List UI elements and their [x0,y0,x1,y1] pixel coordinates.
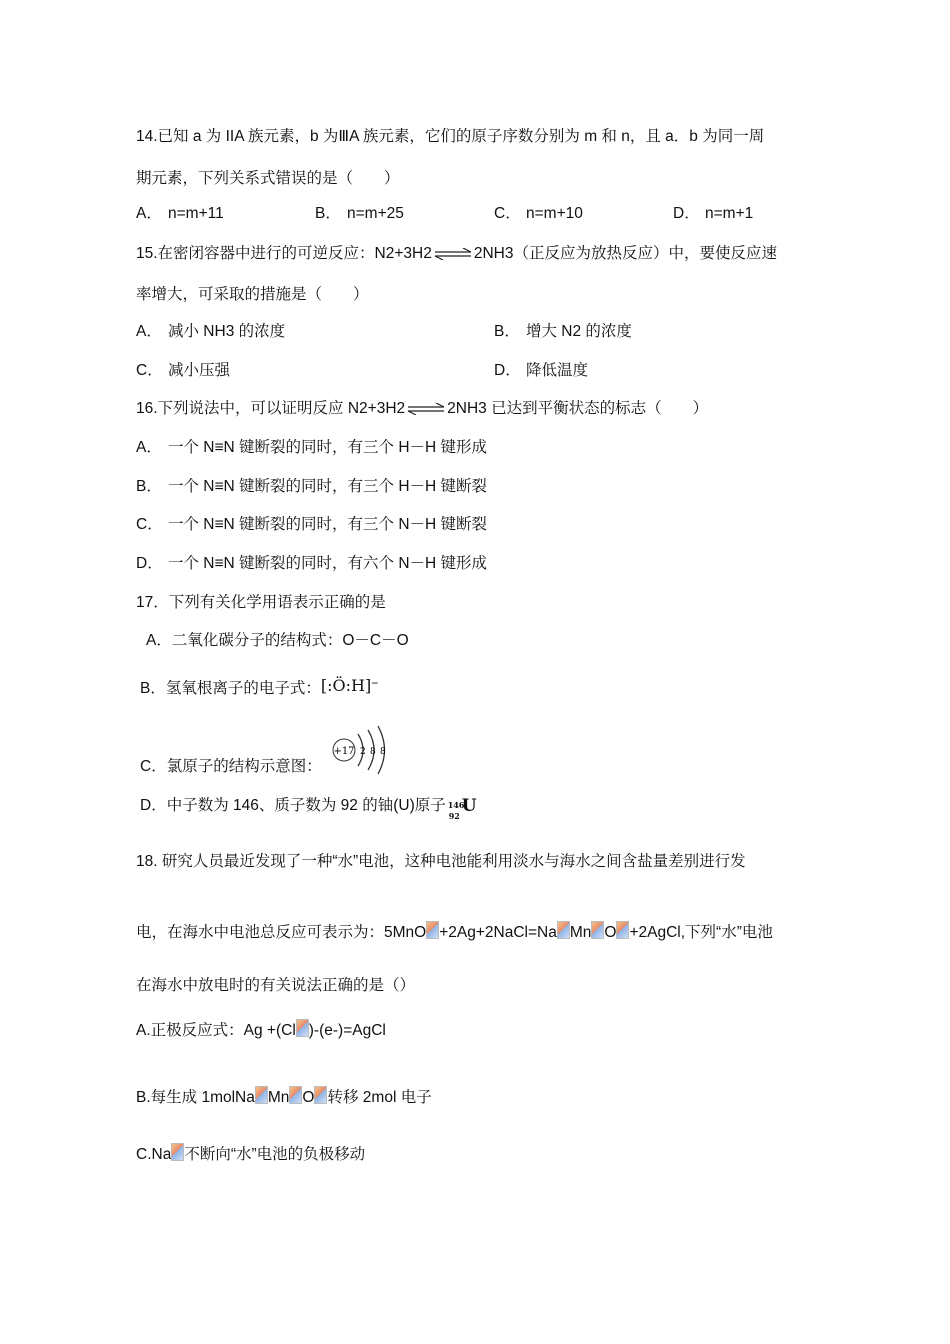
q17-option-b: B．氢氧根离子的电子式：[:Ö:H]− [140,676,379,698]
q15-option-d: D． 降低温度 [494,362,589,379]
broken-image-icon [616,921,629,939]
broken-image-icon [296,1019,309,1037]
svg-text:+17: +17 [333,746,355,757]
broken-image-icon [426,921,439,939]
q18-option-a: A.正极反应式：Ag +(Cl )-(e-)=AgCl [136,1019,386,1042]
charge-sign: − [371,676,379,690]
q17-stem: 17．下列有关化学用语表示正确的是 [136,594,386,611]
broken-image-icon [255,1086,268,1104]
q16-option-a: A． 一个 N≡N 键断裂的同时，有三个 H－H 键形成 [136,439,488,456]
q18-stem-line3: 在海水中放电时的有关说法正确的是（） [136,977,416,994]
q15-option-a: A． 减小 NH3 的浓度 [136,323,286,340]
electron-formula: [:Ö:H] [320,676,372,696]
svg-text:8: 8 [380,747,386,757]
q17-option-c: C．氯原子的结构示意图： [140,758,322,775]
q16-stem: 16.下列说法中，可以证明反应 N2+3H2 2NH3 已达到平衡状态的标志（ ） [136,400,709,417]
q16-option-c: C． 一个 N≡N 键断裂的同时，有三个 N－H 键断裂 [136,516,488,533]
q18-stem-line2: 电，在海水中电池总反应可表示为：5MnO +2Ag+2NaCl=Na Mn O +2AgCl,下列“水”电池 [136,921,773,944]
svg-text:8: 8 [370,747,376,757]
broken-image-icon [591,921,604,939]
q17-option-a: A．二氧化碳分子的结构式：O－C－O [146,632,409,649]
q16-option-d: D． 一个 N≡N 键断裂的同时，有六个 N－H 键形成 [136,555,488,572]
q14-option-a: A． n=m+11 [136,205,224,222]
reversible-arrow-icon [406,403,446,415]
q14-stem-line1: 14.已知 a 为 IIA 族元素，b 为ⅢA 族元素，它们的原子序数分别为 m 和 n，且 a．b 为同一周 [136,128,765,145]
broken-image-icon [557,921,570,939]
q14-option-b: B． n=m+25 [315,205,404,222]
q15-option-b: B． 增大 N2 的浓度 [494,323,632,340]
svg-text:2: 2 [360,747,366,757]
uranium-nuclide-symbol: 146 92 U [447,796,477,821]
q14-option-c: C． n=m+10 [494,205,583,222]
q16-option-b: B． 一个 N≡N 键断裂的同时，有三个 H－H 键断裂 [136,478,488,495]
broken-image-icon [314,1086,327,1104]
q15-stem-line1: 15.在密闭容器中进行的可逆反应：N2+3H2 2NH3（正反应为放热反应）中，要使反应速 [136,245,777,262]
q18-stem-line1: 18. 研究人员最近发现了一种“水”电池，这种电池能利用淡水与海水之间含盐量差别进行发 [136,853,746,870]
q15-option-c: C． 减小压强 [136,362,231,379]
q18-option-c: C.Na 不断向“水”电池的负极移动 [136,1143,365,1166]
q18-option-b: B.每生成 1molNa Mn O 转移 2mol 电子 [136,1086,432,1109]
q15-stem-line2: 率增大，可采取的措施是（ ） [136,286,369,303]
broken-image-icon [171,1143,184,1161]
broken-image-icon [289,1086,302,1104]
reversible-arrow-icon [433,248,473,260]
q14-stem-line2: 期元素，下列关系式错误的是（ ） [136,170,400,187]
chlorine-atom-structure-diagram [330,724,390,776]
q17-option-d: D．中子数为 146、质子数为 92 的铀(U)原子 146 92 U [140,796,477,821]
q14-option-d: D． n=m+1 [673,205,754,222]
